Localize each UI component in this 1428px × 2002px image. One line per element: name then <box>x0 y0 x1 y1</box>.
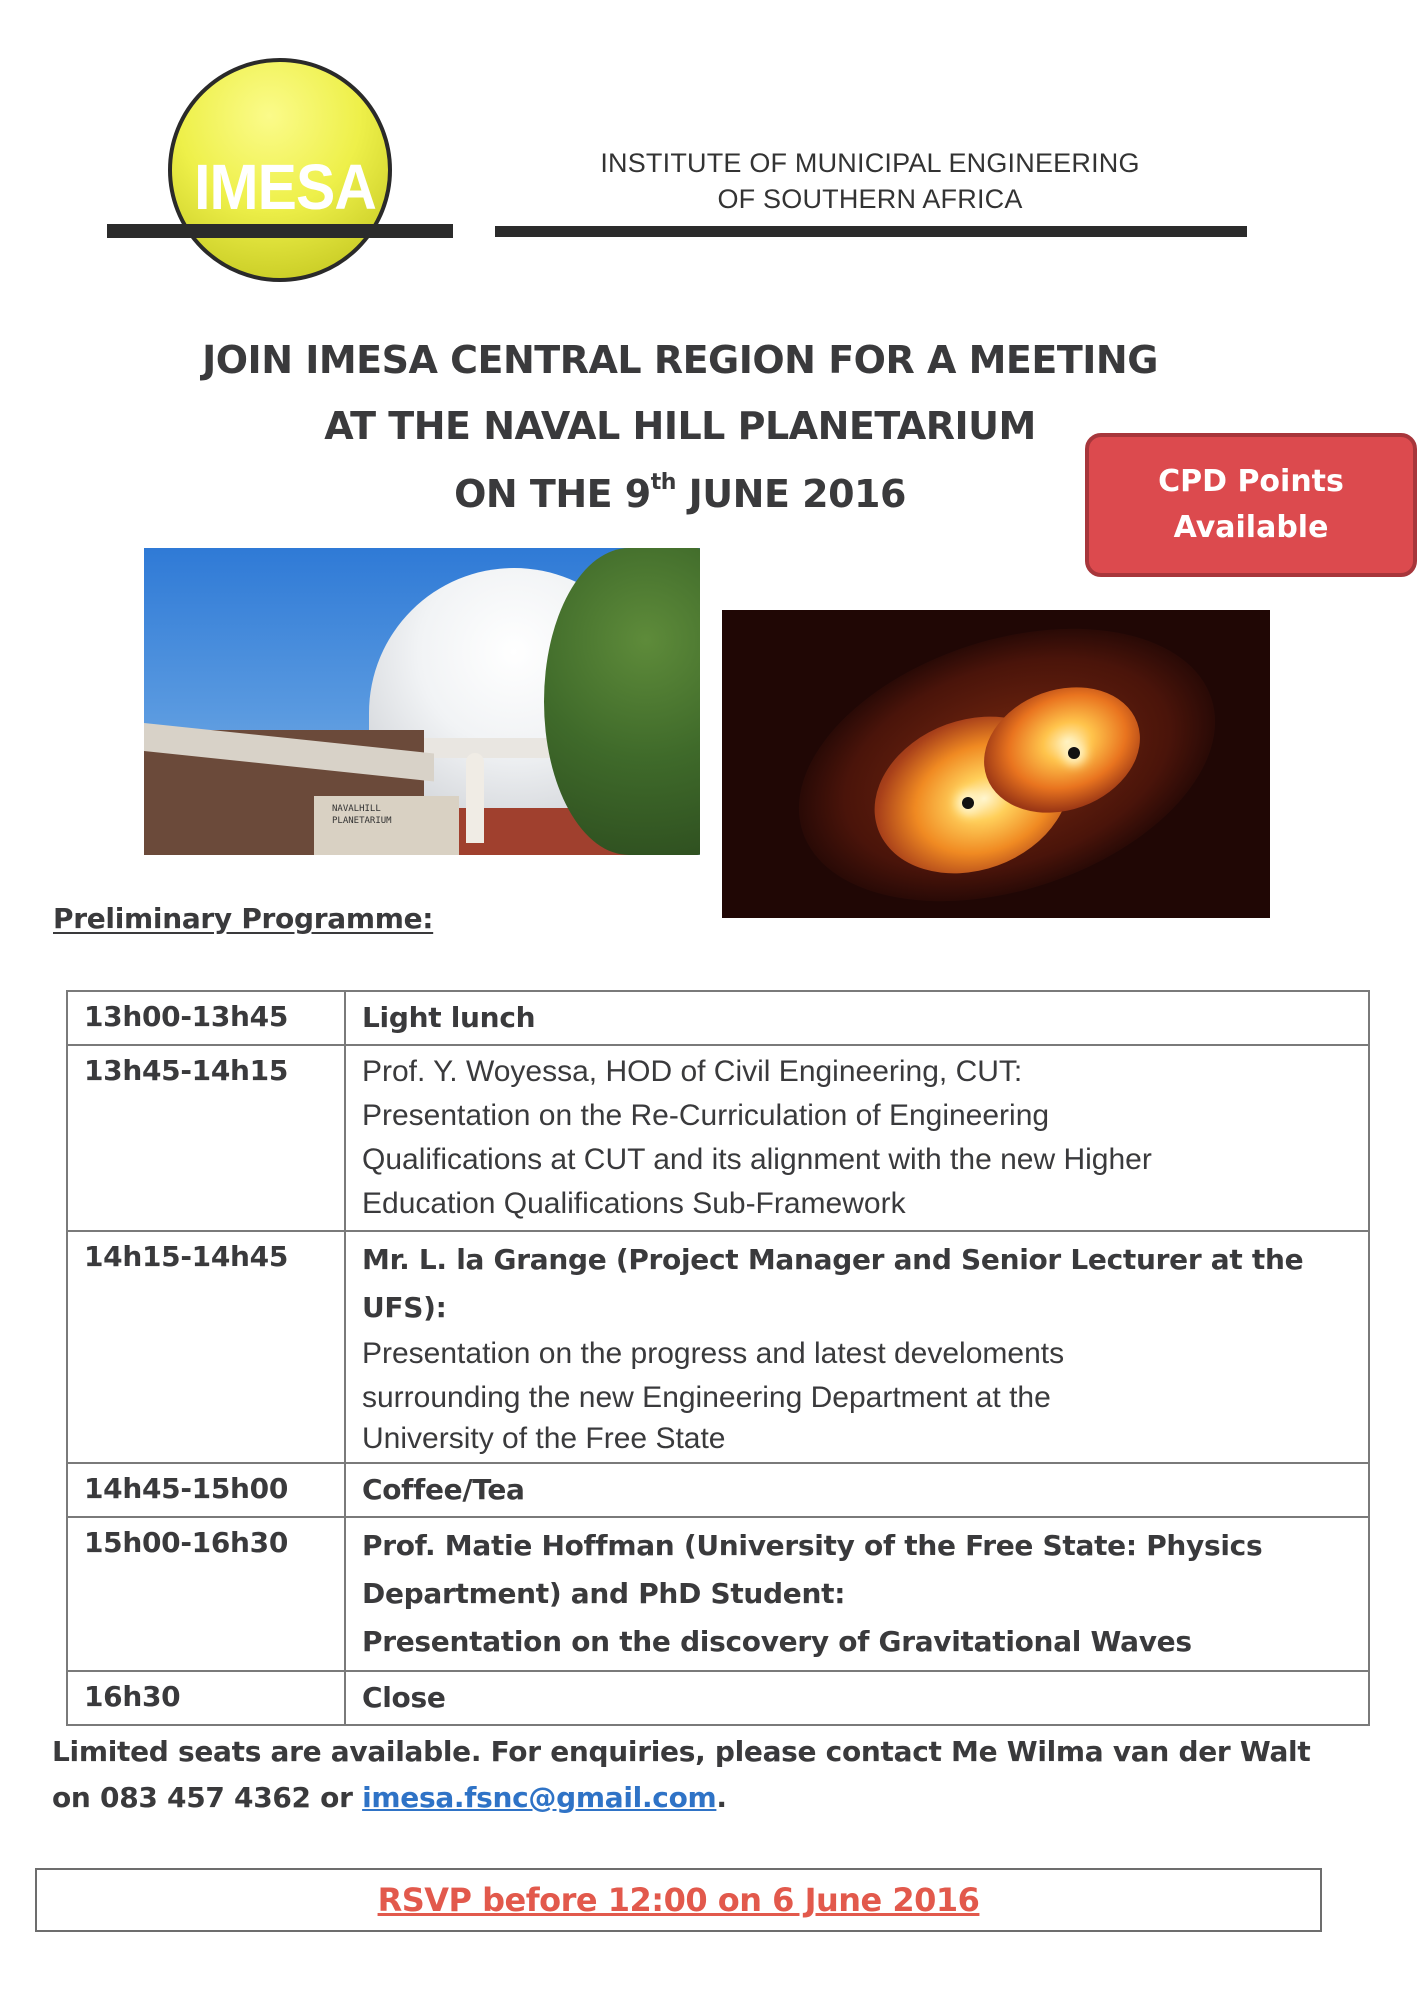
description-cell <box>345 1463 1369 1517</box>
imesa-logo-text: IMESA <box>194 151 376 223</box>
planetarium-window <box>466 753 484 843</box>
description-line: University of the Free State <box>362 1422 726 1455</box>
description-line: Mr. L. la Grange (Project Manager and Senior Lecturer at the <box>362 1243 1304 1276</box>
description-line: Education Qualifications Sub-Framework <box>362 1187 906 1220</box>
gravitational-waves-image <box>722 610 1270 918</box>
description-line: surrounding the new Engineering Department at the <box>362 1381 1051 1414</box>
sign-line2: PLANETARIUM <box>332 816 392 826</box>
cpd-points-badge <box>1085 433 1417 577</box>
table-row <box>67 1231 1369 1463</box>
description-line: UFS): <box>362 1291 447 1324</box>
black-hole-right <box>1068 747 1080 759</box>
time-cell: 13h00-13h45 <box>67 991 345 1045</box>
description-line: Prof. Y. Woyessa, HOD of Civil Engineering, CUT: <box>362 1055 1023 1088</box>
tree <box>544 548 700 855</box>
logo-divider-bar <box>107 224 453 238</box>
table-row <box>67 1045 1369 1231</box>
description-cell <box>345 1671 1369 1725</box>
contact-line2 <box>52 1781 1372 1814</box>
rsvp-deadline: RSVP before 12:00 on 6 June 2016 <box>377 1881 980 1919</box>
programme-heading: Preliminary Programme: <box>53 902 434 935</box>
headline-date-prefix: ON THE 9 <box>454 472 651 516</box>
contact-email-link[interactable]: imesa.fsnc@gmail.com <box>362 1781 717 1814</box>
description-cell <box>345 1517 1369 1671</box>
time-cell: 15h00-16h30 <box>67 1517 345 1671</box>
contact-period: . <box>716 1781 727 1814</box>
black-hole-left <box>962 797 974 809</box>
description-line: Department) and PhD Student: <box>362 1577 846 1610</box>
institute-name-line1: INSTITUTE OF MUNICIPAL ENGINEERING <box>600 148 1140 178</box>
description-line: Coffee/Tea <box>362 1473 525 1506</box>
headline-line3 <box>150 470 1210 516</box>
description-cell <box>345 991 1369 1045</box>
description-line: Prof. Matie Hoffman (University of the Free State: Physics <box>362 1529 1263 1562</box>
contact-line1: Limited seats are available. For enquiries, please contact Me Wilma van der Walt <box>52 1735 1311 1768</box>
header-divider-bar <box>495 226 1247 237</box>
table-row <box>67 1517 1369 1671</box>
description-line: Presentation on the progress and latest develoments <box>362 1337 1065 1370</box>
programme-table <box>66 990 1370 1726</box>
planetarium-photo <box>144 548 700 855</box>
description-cell <box>345 1231 1369 1463</box>
description-line: Presentation on the Re-Curriculation of Engineering <box>362 1099 1050 1132</box>
description-line: Presentation on the discovery of Gravitational Waves <box>362 1625 1192 1658</box>
time-cell: 14h45-15h00 <box>67 1463 345 1517</box>
cpd-badge-line1: CPD Points <box>1158 464 1344 499</box>
description-line: Qualifications at CUT and its alignment with the new Higher <box>362 1143 1152 1176</box>
sign-line1: NAVALHILL <box>332 804 381 814</box>
planetarium-sign <box>332 803 442 827</box>
contact-phone-text: on 083 457 4362 or <box>52 1781 363 1814</box>
table-row <box>67 1671 1369 1725</box>
table-row <box>67 991 1369 1045</box>
description-cell <box>345 1045 1369 1231</box>
institute-name-line2: OF SOUTHERN AFRICA <box>717 184 1023 214</box>
headline-line2: AT THE NAVAL HILL PLANETARIUM <box>324 404 1036 448</box>
headline-date-suffix: JUNE 2016 <box>675 472 906 516</box>
description-line: Light lunch <box>362 1001 536 1034</box>
time-cell: 16h30 <box>67 1671 345 1725</box>
time-cell: 13h45-14h15 <box>67 1045 345 1231</box>
description-line: Close <box>362 1681 446 1714</box>
cpd-badge-line2: Available <box>1173 510 1329 545</box>
headline-date-ordinal: th <box>650 470 676 495</box>
time-cell: 14h15-14h45 <box>67 1231 345 1463</box>
rsvp-box <box>35 1868 1322 1932</box>
headline-line1: JOIN IMESA CENTRAL REGION FOR A MEETING <box>202 338 1158 382</box>
table-row <box>67 1463 1369 1517</box>
